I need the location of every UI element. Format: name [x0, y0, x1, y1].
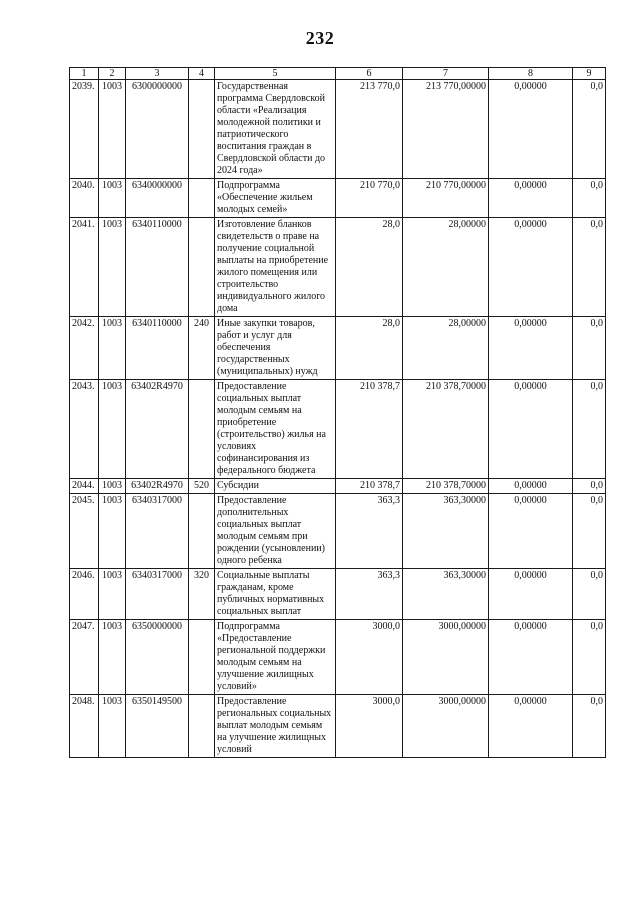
header-col-2: 2 — [99, 68, 126, 80]
amount-col9-cell: 0,0 — [573, 80, 606, 179]
amount-col6-cell: 213 770,0 — [336, 80, 403, 179]
table-row — [70, 218, 606, 317]
section-code-cell: 1003 — [99, 695, 126, 758]
table-row — [70, 80, 606, 179]
budget-table — [69, 67, 606, 758]
amount-col7-cell: 28,00000 — [403, 218, 489, 317]
amount-col8-cell: 0,00000 — [489, 317, 573, 380]
item-name-cell: Социальные выплаты гражданам, кроме публичных нормативных социальных выплат — [215, 569, 336, 620]
section-code-cell: 1003 — [99, 479, 126, 494]
header-col-5: 5 — [215, 68, 336, 80]
target-article-cell: 6300000000 — [126, 80, 189, 179]
header-col-9: 9 — [573, 68, 606, 80]
amount-col7-cell: 363,30000 — [403, 569, 489, 620]
row-number-cell: 2046. — [70, 569, 99, 620]
amount-col7-cell: 210 378,70000 — [403, 380, 489, 479]
target-article-cell: 6350149500 — [126, 695, 189, 758]
expense-type-cell — [189, 620, 215, 695]
header-col-1: 1 — [70, 68, 99, 80]
item-name-cell: Предоставление социальных выплат молодым семьям на приобретение (строительство) жилья на условиях софинансирования из федерального бюджета — [215, 380, 336, 479]
header-col-4: 4 — [189, 68, 215, 80]
table-row — [70, 179, 606, 218]
amount-col9-cell: 0,0 — [573, 317, 606, 380]
amount-col9-cell: 0,0 — [573, 218, 606, 317]
row-number-cell: 2043. — [70, 380, 99, 479]
amount-col9-cell: 0,0 — [573, 179, 606, 218]
header-col-6: 6 — [336, 68, 403, 80]
amount-col8-cell: 0,00000 — [489, 479, 573, 494]
amount-col8-cell: 0,00000 — [489, 695, 573, 758]
section-code-cell: 1003 — [99, 380, 126, 479]
amount-col9-cell: 0,0 — [573, 494, 606, 569]
amount-col9-cell: 0,0 — [573, 620, 606, 695]
amount-col8-cell: 0,00000 — [489, 80, 573, 179]
table-row — [70, 479, 606, 494]
header-col-7: 7 — [403, 68, 489, 80]
expense-type-cell — [189, 80, 215, 179]
expense-type-cell — [189, 380, 215, 479]
section-code-cell: 1003 — [99, 179, 126, 218]
amount-col8-cell: 0,00000 — [489, 494, 573, 569]
amount-col8-cell: 0,00000 — [489, 179, 573, 218]
amount-col6-cell: 28,0 — [336, 317, 403, 380]
expense-type-cell: 240 — [189, 317, 215, 380]
amount-col7-cell: 210 378,70000 — [403, 479, 489, 494]
amount-col6-cell: 210 378,7 — [336, 380, 403, 479]
amount-col6-cell: 363,3 — [336, 569, 403, 620]
section-code-cell: 1003 — [99, 569, 126, 620]
row-number-cell: 2044. — [70, 479, 99, 494]
table-row — [70, 620, 606, 695]
row-number-cell: 2040. — [70, 179, 99, 218]
row-number-cell: 2039. — [70, 80, 99, 179]
amount-col9-cell: 0,0 — [573, 569, 606, 620]
row-number-cell: 2045. — [70, 494, 99, 569]
amount-col7-cell: 363,30000 — [403, 494, 489, 569]
target-article-cell: 6340110000 — [126, 317, 189, 380]
expense-type-cell — [189, 218, 215, 317]
section-code-cell: 1003 — [99, 494, 126, 569]
amount-col9-cell: 0,0 — [573, 695, 606, 758]
expense-type-cell — [189, 494, 215, 569]
expense-type-cell — [189, 695, 215, 758]
amount-col9-cell: 0,0 — [573, 479, 606, 494]
item-name-cell: Изготовление бланков свидетельств о праве на получение социальной выплаты на приобретение жилого помещения или строительство индивидуального жилого дома — [215, 218, 336, 317]
section-code-cell: 1003 — [99, 317, 126, 380]
table-row — [70, 317, 606, 380]
target-article-cell: 63402R4970 — [126, 380, 189, 479]
target-article-cell: 6340317000 — [126, 569, 189, 620]
table-header-row — [70, 68, 606, 80]
amount-col7-cell: 3000,00000 — [403, 620, 489, 695]
row-number-cell: 2041. — [70, 218, 99, 317]
amount-col6-cell: 28,0 — [336, 218, 403, 317]
item-name-cell: Подпрограмма «Предоставление региональной поддержки молодым семьям на улучшение жилищных условий» — [215, 620, 336, 695]
section-code-cell: 1003 — [99, 218, 126, 317]
amount-col6-cell: 210 378,7 — [336, 479, 403, 494]
row-number-cell: 2042. — [70, 317, 99, 380]
item-name-cell: Государственная программа Свердловской области «Реализация молодежной политики и патриотического воспитания граждан в Свердловской области до 2024 года» — [215, 80, 336, 179]
amount-col8-cell: 0,00000 — [489, 569, 573, 620]
header-col-3: 3 — [126, 68, 189, 80]
amount-col6-cell: 3000,0 — [336, 620, 403, 695]
expense-type-cell — [189, 179, 215, 218]
section-code-cell: 1003 — [99, 80, 126, 179]
amount-col8-cell: 0,00000 — [489, 380, 573, 479]
amount-col6-cell: 3000,0 — [336, 695, 403, 758]
row-number-cell: 2048. — [70, 695, 99, 758]
page-number: 232 — [305, 28, 335, 48]
amount-col7-cell: 213 770,00000 — [403, 80, 489, 179]
amount-col8-cell: 0,00000 — [489, 218, 573, 317]
amount-col6-cell: 210 770,0 — [336, 179, 403, 218]
amount-col8-cell: 0,00000 — [489, 620, 573, 695]
table-row — [70, 695, 606, 758]
item-name-cell: Предоставление дополнительных социальных выплат молодым семьям при рождении (усыновлении) одного ребенка — [215, 494, 336, 569]
target-article-cell: 6340317000 — [126, 494, 189, 569]
row-number-cell: 2047. — [70, 620, 99, 695]
item-name-cell: Иные закупки товаров, работ и услуг для обеспечения государственных (муниципальных) нужд — [215, 317, 336, 380]
target-article-cell: 6350000000 — [126, 620, 189, 695]
expense-type-cell: 320 — [189, 569, 215, 620]
header-col-8: 8 — [489, 68, 573, 80]
item-name-cell: Предоставление региональных социальных выплат молодым семьям на улучшение жилищных условий — [215, 695, 336, 758]
target-article-cell: 6340000000 — [126, 179, 189, 218]
table-row — [70, 380, 606, 479]
amount-col7-cell: 3000,00000 — [403, 695, 489, 758]
table-row — [70, 494, 606, 569]
amount-col9-cell: 0,0 — [573, 380, 606, 479]
amount-col7-cell: 28,00000 — [403, 317, 489, 380]
target-article-cell: 6340110000 — [126, 218, 189, 317]
target-article-cell: 63402R4970 — [126, 479, 189, 494]
amount-col7-cell: 210 770,00000 — [403, 179, 489, 218]
item-name-cell: Подпрограмма «Обеспечение жильем молодых семей» — [215, 179, 336, 218]
expense-type-cell: 520 — [189, 479, 215, 494]
amount-col6-cell: 363,3 — [336, 494, 403, 569]
item-name-cell: Субсидии — [215, 479, 336, 494]
section-code-cell: 1003 — [99, 620, 126, 695]
table-row — [70, 569, 606, 620]
